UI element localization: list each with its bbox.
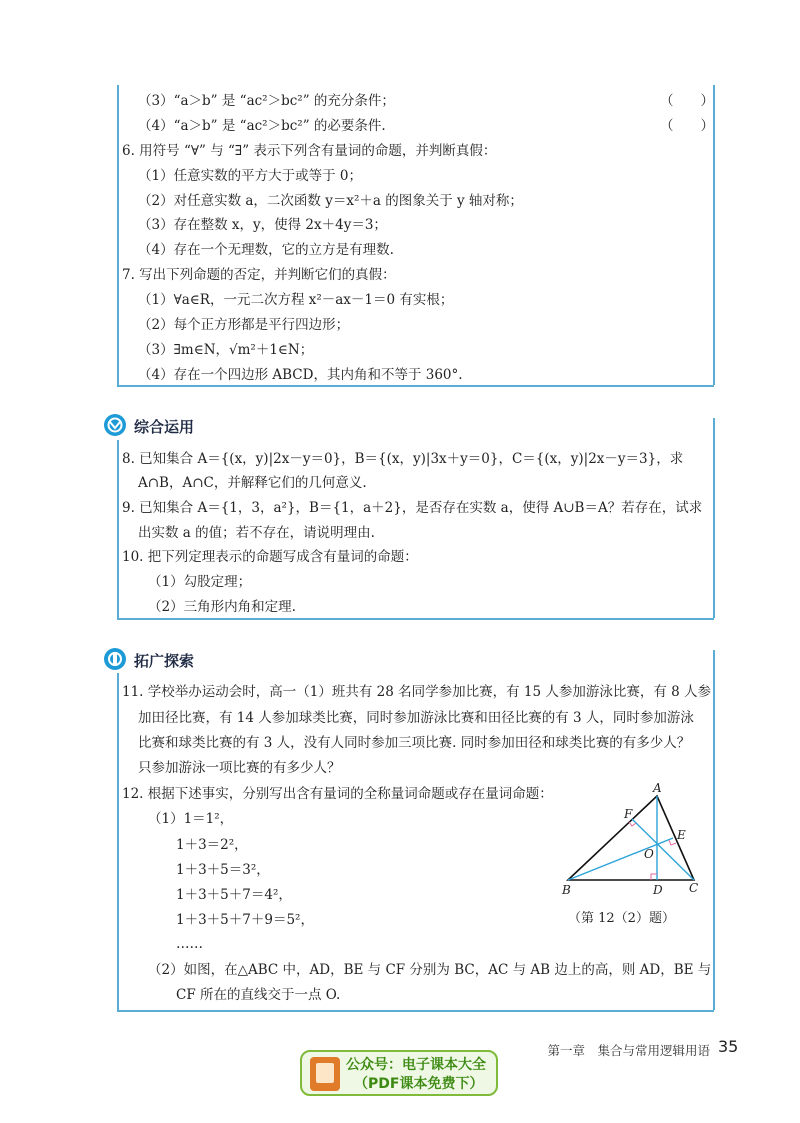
answer-paren-3: （ ） [660, 93, 714, 109]
triangle-figure [556, 780, 706, 900]
top-section-bottom-rule [117, 385, 714, 387]
text-line: 7. 写出下列命题的否定，并判断它们的真假： [122, 267, 396, 283]
text-line: （1）∀a∈R，一元二次方程 x²－ax－1＝0 有实根； [138, 292, 454, 308]
text-line: （1）1＝1²， [148, 811, 234, 827]
text-line: （3）存在整数 x，y，使得 2x＋4y＝3； [138, 217, 387, 233]
text-line: 10. 把下列定理表示的命题写成含有量词的命题： [122, 549, 418, 565]
text-line: 8. 已知集合 A＝{(x，y)|2x－y＝0}，B＝{(x，y)|3x＋y＝0}，C＝{(x，y)|2x－y＝3}，求 [122, 451, 684, 467]
label-o: O [644, 847, 654, 861]
right-angle-d [651, 874, 657, 880]
text-line: 1＋3＋5＋7＝4²， [176, 887, 292, 903]
text-line: 出实数 a 的值；若不存在，请说明理由. [138, 525, 375, 541]
text-line: CF 所在的直线交于一点 O. [176, 987, 341, 1003]
bottom-section-bottom-rule [117, 1010, 714, 1012]
section-title-comprehensive: 综合运用 [134, 418, 195, 436]
text-line: （1）任意实数的平方大于或等于 0； [138, 168, 362, 184]
mid-section-left-rule [117, 440, 119, 618]
text-line: （4）“a＞b” 是 “ac²＞bc²” 的必要条件. [138, 118, 386, 134]
text-line: 比赛和球类比赛的有 3 人，没有人同时参加三项比赛. 同时参加田径和球类比赛的有多少人？ [138, 735, 691, 751]
text-line: （2）如图，在△ABC 中，AD，BE 与 CF 分别为 BC，AC 与 AB 边上的高，则 AD，BE 与 [148, 962, 712, 978]
section-icon-exploration [103, 647, 127, 671]
label-a: A [653, 781, 662, 795]
text-line: （2）每个正方形都是平行四边形； [138, 317, 350, 333]
text-line: A∩B，A∩C，并解释它们的几何意义. [138, 475, 367, 491]
text-line: （2）对任意实数 a，二次函数 y＝x²＋a 的图象关于 y 轴对称； [138, 193, 523, 209]
bottom-section-right-rule [713, 650, 715, 1010]
label-e: E [677, 828, 686, 842]
label-f: F [624, 807, 633, 821]
text-line: （3）“a＞b” 是 “ac²＞bc²” 的充分条件； [138, 93, 395, 109]
text-line: （3）∃m∈N，√m²＋1∈N； [138, 342, 314, 358]
text-line: 只参加游泳一项比赛的有多少人？ [138, 760, 341, 776]
text-line: （4）存在一个四边形 ABCD，其内角和不等于 360°. [138, 367, 463, 383]
right-angle-e [669, 840, 676, 845]
label-b: B [562, 883, 571, 897]
label-d: D [653, 883, 663, 897]
section-title-exploration: 拓广探索 [134, 652, 195, 670]
mid-section-right-rule [713, 418, 715, 618]
label-c: C [689, 881, 699, 895]
text-line: （4）存在一个无理数，它的立方是有理数. [138, 242, 394, 258]
bottom-section-left-rule [117, 673, 119, 1010]
text-line: …… [176, 936, 203, 952]
top-section-left-rule [117, 85, 119, 385]
text-line: 1＋3＋5＝3²， [176, 862, 270, 878]
text-line: 加田径比赛，有 14 人参加球类比赛，同时参加游泳比赛和田径比赛的有 3 人，同时参加游泳 [138, 710, 694, 726]
banner-line-2: （PDF课本免费下） [354, 1076, 484, 1092]
text-line: 9. 已知集合 A＝{1，3，a²}，B＝{1，a＋2}，是否存在实数 a，使得 A∪B＝A？若存在，试求 [122, 500, 703, 516]
section-icon-comprehensive [103, 413, 127, 437]
text-line: 1＋3＝2²， [176, 837, 248, 853]
answer-paren-4: （ ） [660, 118, 714, 134]
text-line: 11. 学校举办运动会时，高一（1）班共有 28 名同学参加比赛，有 15 人参加游泳比赛，有 8 人参 [122, 684, 712, 700]
book-icon [310, 1057, 340, 1091]
watermark-banner [300, 1050, 498, 1096]
mid-section-bottom-rule [117, 618, 714, 620]
text-line: 12. 根据下述事实，分别写出含有量词的全称量词命题或存在量词命题： [122, 786, 553, 802]
text-line: 6. 用符号 “∀” 与 “∃” 表示下列含有量词的命题，并判断真假： [122, 143, 497, 159]
banner-line-1: 公众号：电子课本大全 [346, 1057, 486, 1073]
text-line: （2）三角形内角和定理. [148, 599, 296, 615]
chapter-footer: 第一章 集合与常用逻辑用语 [547, 1043, 710, 1058]
figure-caption: （第 12（2）题） [568, 911, 675, 926]
text-line: （1）勾股定理； [148, 574, 252, 590]
text-line: 1＋3＋5＋7＋9＝5²， [176, 912, 314, 928]
page-number: 35 [718, 1037, 739, 1056]
